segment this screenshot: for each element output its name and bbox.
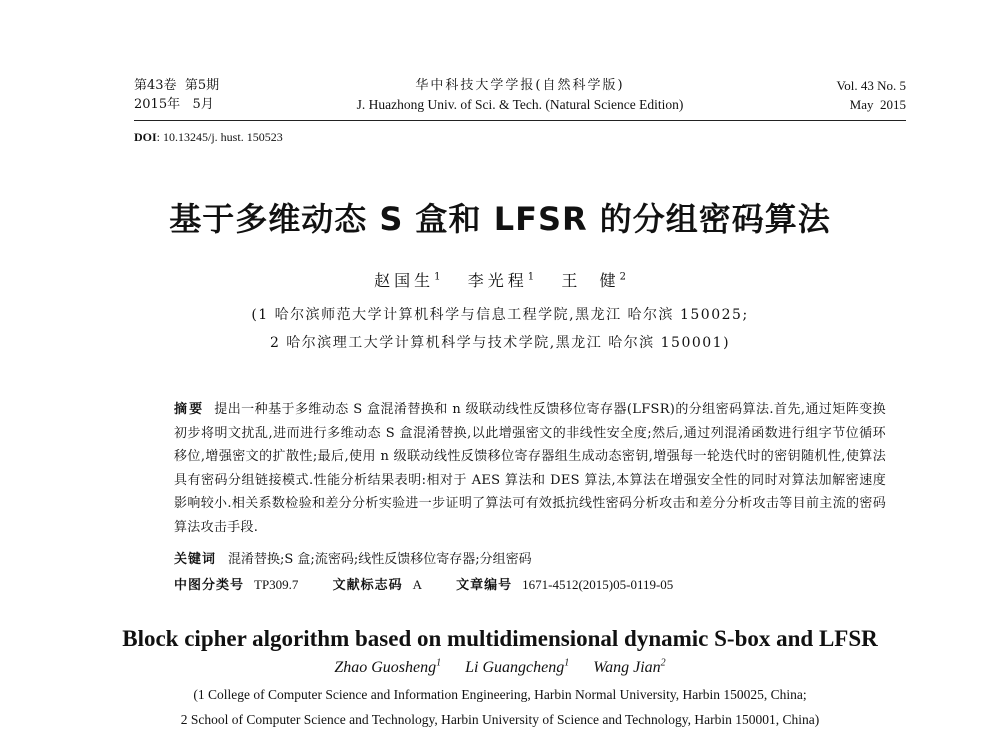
header-rule [134,120,906,121]
author-cn: 王 健 [561,271,620,290]
doi: DOI: 10.13245/j. hust. 150523 [134,130,283,144]
author-en: Zhao Guosheng$^1$ [334,658,442,677]
article-no-value: 1671-4512(2015)05-0119-05 [522,577,674,592]
doi-label: DOI [134,130,157,144]
author-cn: 赵国生 [374,271,435,290]
author-sup: 1 [527,271,535,283]
affiliation-cn-2: 2 哈尔滨理工大学计算机科学与技术学院,黑龙江 哈尔滨 150001) [269,335,731,351]
abstract-cn [174,398,886,539]
paper-title-cn: 基于多维动态 S 盒和 LFSR 的分组密码算法 [169,200,831,238]
keywords-text: 混淆替换;S 盒;流密码;线性反馈移位寄存器;分组密码 [228,552,532,567]
doc-code-value: A [412,577,422,592]
vol-no-en: Vol. 43 No. 5 [836,78,906,93]
keywords-cn [174,548,532,567]
abstract-text: 提出一种基于多维动态 S 盒混淆替换和 n 级联动线性反馈移位寄存器(LFSR)的分组密码算法.首先,通过矩阵变换初步将明文扰乱,进而进行多维动态 S 盒混淆替换,以此增强密文的非线性安全度;然后,通过列混淆函数进行组字节位循环移位,增强密文的扩散性;最后,使用 n 级联动线性反馈移位寄存器组生成动态密钥,增强每一轮迭代时的密钥随机性,使算法具有密码分组链接模式.性能分析结果表明:相对于 AES 算法和 DES 算法,本算法在增强安全性的同时对算法加解密速度影响较小.相关系数检验和差分分析实验进一步证明了算法可有效抵抗线性密码分析攻击和差分分析攻击等目前主流的密码算法攻击手段. [174,402,886,535]
paper-title-en: Block cipher algorithm based on multidimensional dynamic S-box and LFSR [122,626,878,651]
article-no-label: 文章编号 [456,578,513,593]
journal-name-cn: 华中科技大学学报(自然科学版) [415,78,625,93]
journal-name-en: J. Huazhong Univ. of Sci. & Tech. (Natural Science Edition) [356,97,684,112]
classification-line [174,574,703,593]
keywords-label: 关键词 [174,552,217,567]
affiliation-cn-1: (1 哈尔滨师范大学计算机科学与信息工程学院,黑龙江 哈尔滨 150025; [251,307,749,323]
volume-cn: 第43卷 [134,78,177,93]
author-sup: 1 [564,658,570,669]
date-en: May 2015 [849,97,906,112]
affiliation-en-1: (1 College of Computer Science and Information Engineering, Harbin Normal University, Harbin 150025, China; [193,687,807,702]
author-en: Li Guangcheng$^1$ [465,658,570,677]
author-sup: 2 [660,658,666,669]
year-cn: 2015年 [134,97,181,112]
header-issue-en [837,76,906,114]
clc-value: TP309.7 [254,577,299,592]
author-sup: 1 [434,271,441,283]
author-cn: 李光程 [467,271,528,290]
header-journal [134,76,906,114]
author-sup: 1 [436,658,442,669]
author-sup: 2 [619,271,626,283]
month-cn: 5月 [192,97,214,112]
authors-en [0,658,1000,677]
abstract-label: 摘要 [174,402,205,417]
doi-value[interactable]: 10.13245/j. hust. 150523 [163,130,283,144]
clc-label: 中图分类号 [174,578,245,593]
issue-cn: 第5期 [184,78,220,93]
running-header [134,76,906,116]
author-en: Wang Jian$^2$ [593,658,666,677]
doc-code-label: 文献标志码 [332,578,403,593]
authors-cn [0,268,1000,291]
affiliation-en-2: 2 School of Computer Science and Technology, Harbin University of Science and Technology, Harbin 150001, China) [180,712,820,727]
